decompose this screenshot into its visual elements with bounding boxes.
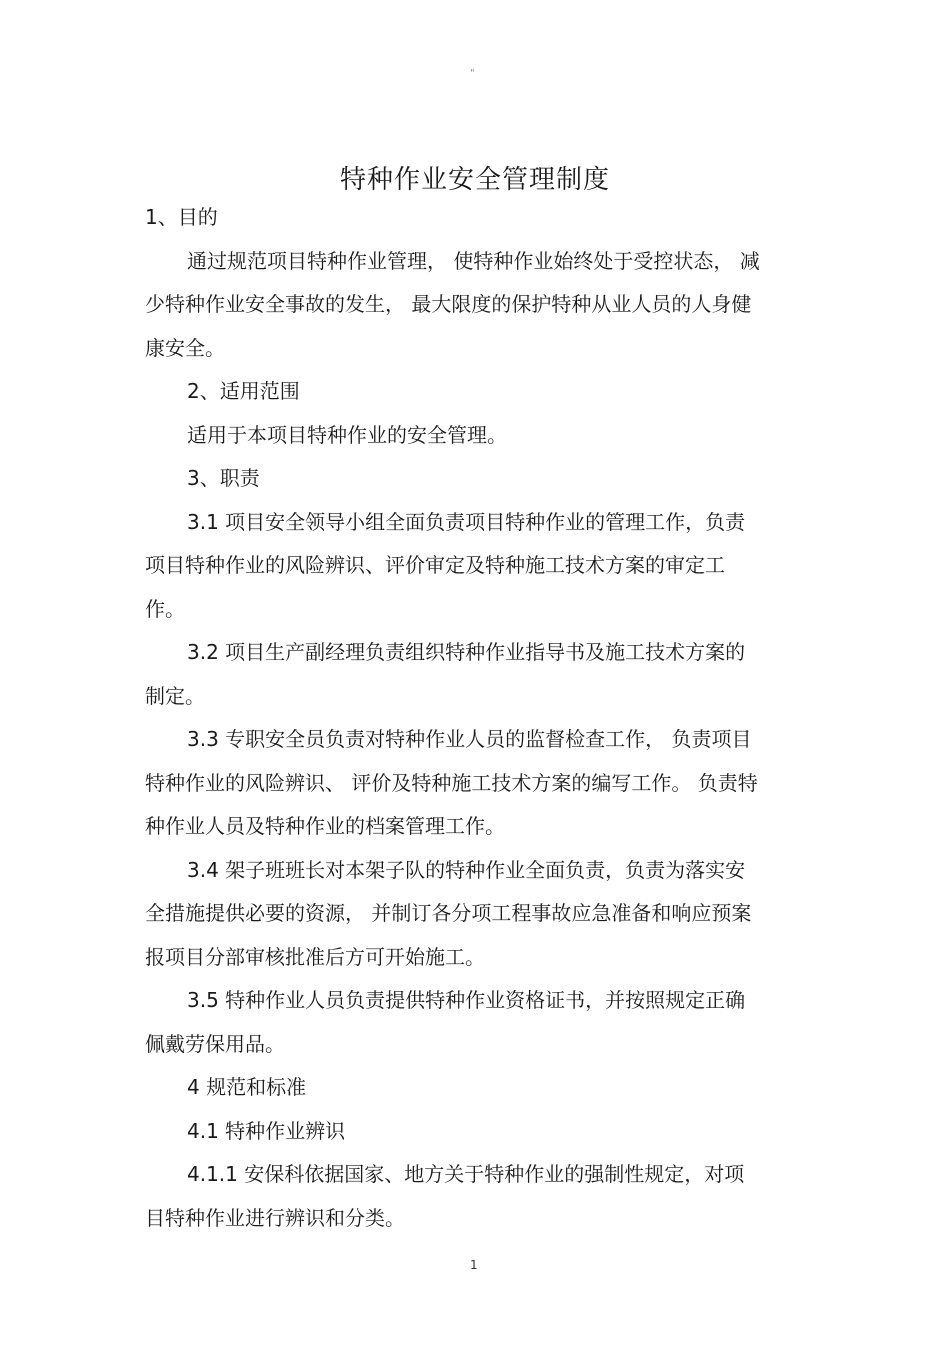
section-heading-responsibilities: 3、职责 (187, 466, 260, 490)
paragraph-line: 特种作业的风险辨识、 评价及特种施工技术方案的编写工作。 负责特 (145, 770, 758, 795)
paragraph-line: 作。 (145, 596, 185, 621)
paragraph-line: 佩戴劳保用品。 (145, 1031, 285, 1056)
paragraph-line: 3.1 项目安全领导小组全面负责项目特种作业的管理工作，负责 (187, 509, 746, 534)
paragraph-line: 康安全。 (145, 335, 225, 360)
paragraph-line: 3.3 专职安全员负责对特种作业人员的监督检查工作， 负责项目 (187, 727, 752, 751)
paragraph-line: 项目特种作业的风险辨识、评价审定及特种施工技术方案的审定工 (145, 553, 725, 577)
header-mark: " (470, 68, 475, 79)
paragraph-line: 全措施提供必要的资源， 并制订各分项工程事故应急准备和响应预案 (145, 901, 752, 925)
page-number: 1 (470, 1258, 478, 1272)
document-body (145, 196, 825, 1240)
paragraph-line: 种作业人员及特种作业的档案管理工作。 (145, 814, 505, 838)
section-heading-scope: 2、适用范围 (187, 379, 300, 403)
paragraph-line: 目特种作业进行辨识和分类。 (145, 1205, 405, 1230)
paragraph-line: 报项目分部审核批准后方可开始施工。 (145, 944, 485, 969)
paragraph-line: 适用于本项目特种作业的安全管理。 (187, 422, 507, 447)
paragraph-line: 3.5 特种作业人员负责提供特种作业资格证书，并按照规定正确 (187, 988, 746, 1012)
paragraph-line: 4.1.1 安保科依据国家、地方关于特种作业的强制性规定，对项 (187, 1162, 745, 1186)
paragraph-line: 制定。 (145, 683, 205, 708)
paragraph-line: 通过规范项目特种作业管理， 使特种作业始终处于受控状态， 减 (187, 248, 760, 273)
paragraph-line: 3.4 架子班班长对本架子队的特种作业全面负责，负责为落实安 (187, 857, 746, 882)
subsection-heading: 4.1 特种作业辨识 (187, 1118, 346, 1143)
document-title: 特种作业安全管理制度 (339, 165, 610, 195)
section-heading-purpose: 1、目的 (145, 205, 218, 229)
paragraph-line: 3.2 项目生产副经理负责组织特种作业指导书及施工技术方案的 (187, 640, 746, 664)
section-heading-standards: 4 规范和标准 (187, 1075, 307, 1099)
paragraph-line: 少特种作业安全事故的发生， 最大限度的保护特种从业人员的人身健 (145, 292, 752, 316)
